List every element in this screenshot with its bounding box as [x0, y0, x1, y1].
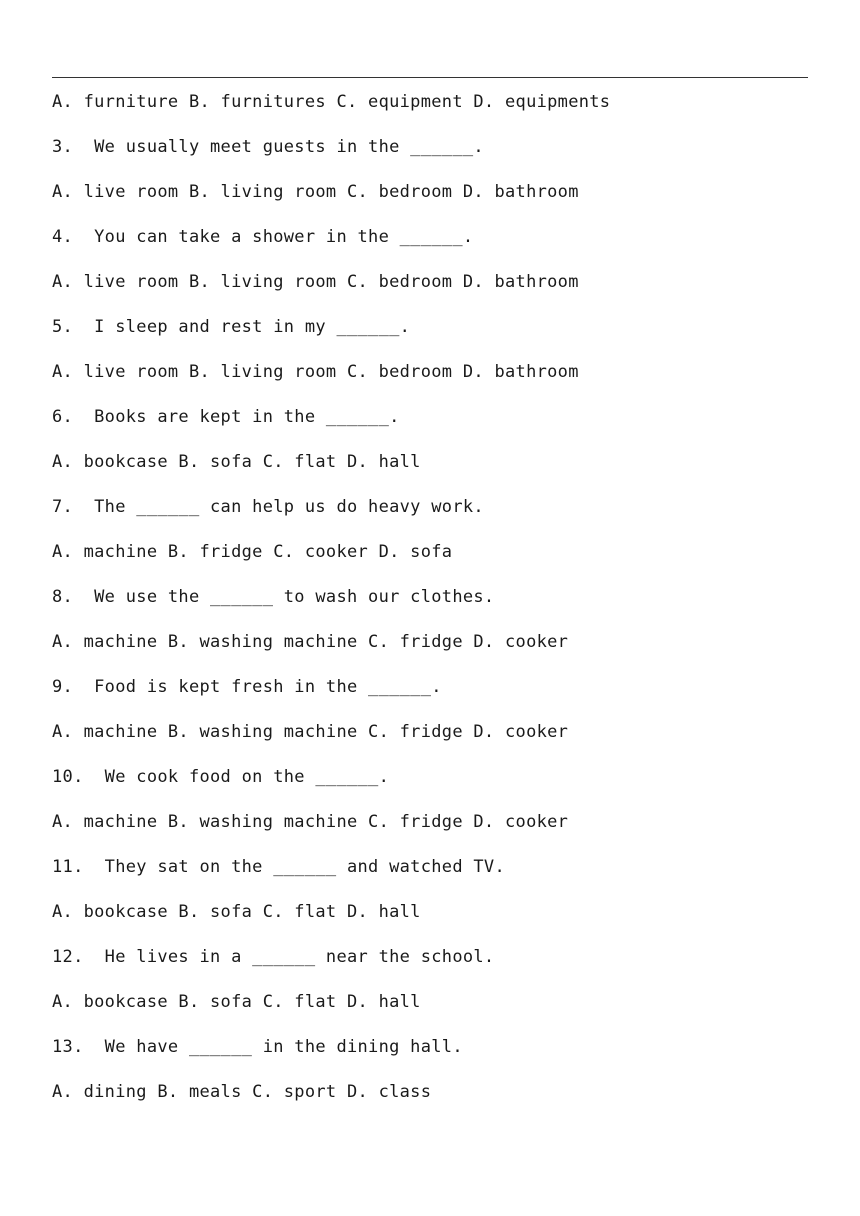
- question-line: 8. We use the ______ to wash our clothes.: [52, 587, 495, 607]
- question-line: 3. We usually meet guests in the ______.: [52, 137, 484, 157]
- question-line: 10. We cook food on the ______.: [52, 767, 390, 787]
- question-line: 7. The ______ can help us do heavy work.: [52, 497, 484, 517]
- options-line: A. bookcase B. sofa C. flat D. hall: [52, 452, 421, 472]
- options-line: A. machine B. washing machine C. fridge D. cooker: [52, 632, 569, 652]
- question-line: 9. Food is kept fresh in the ______.: [52, 677, 442, 697]
- question-list: [52, 88, 812, 1123]
- options-line: A. machine B. washing machine C. fridge D. cooker: [52, 812, 569, 832]
- options-line: A. live room B. living room C. bedroom D. bathroom: [52, 182, 579, 202]
- question-line: 5. I sleep and rest in my ______.: [52, 317, 411, 337]
- question-line: 12. He lives in a ______ near the school.: [52, 947, 495, 967]
- question-line: 11. They sat on the ______ and watched TV.: [52, 857, 505, 877]
- options-line: A. bookcase B. sofa C. flat D. hall: [52, 992, 421, 1012]
- options-line: A. machine B. fridge C. cooker D. sofa: [52, 542, 453, 562]
- question-line: 6. Books are kept in the ______.: [52, 407, 400, 427]
- options-line: A. bookcase B. sofa C. flat D. hall: [52, 902, 421, 922]
- options-line: A. dining B. meals C. sport D. class: [52, 1082, 432, 1102]
- question-line: 13. We have ______ in the dining hall.: [52, 1037, 463, 1057]
- options-line: A. live room B. living room C. bedroom D. bathroom: [52, 362, 579, 382]
- header-rule: [52, 77, 808, 78]
- options-line: A. live room B. living room C. bedroom D. bathroom: [52, 272, 579, 292]
- options-line: A. furniture B. furnitures C. equipment D. equipments: [52, 92, 611, 112]
- question-line: 4. You can take a shower in the ______.: [52, 227, 474, 247]
- options-line: A. machine B. washing machine C. fridge D. cooker: [52, 722, 569, 742]
